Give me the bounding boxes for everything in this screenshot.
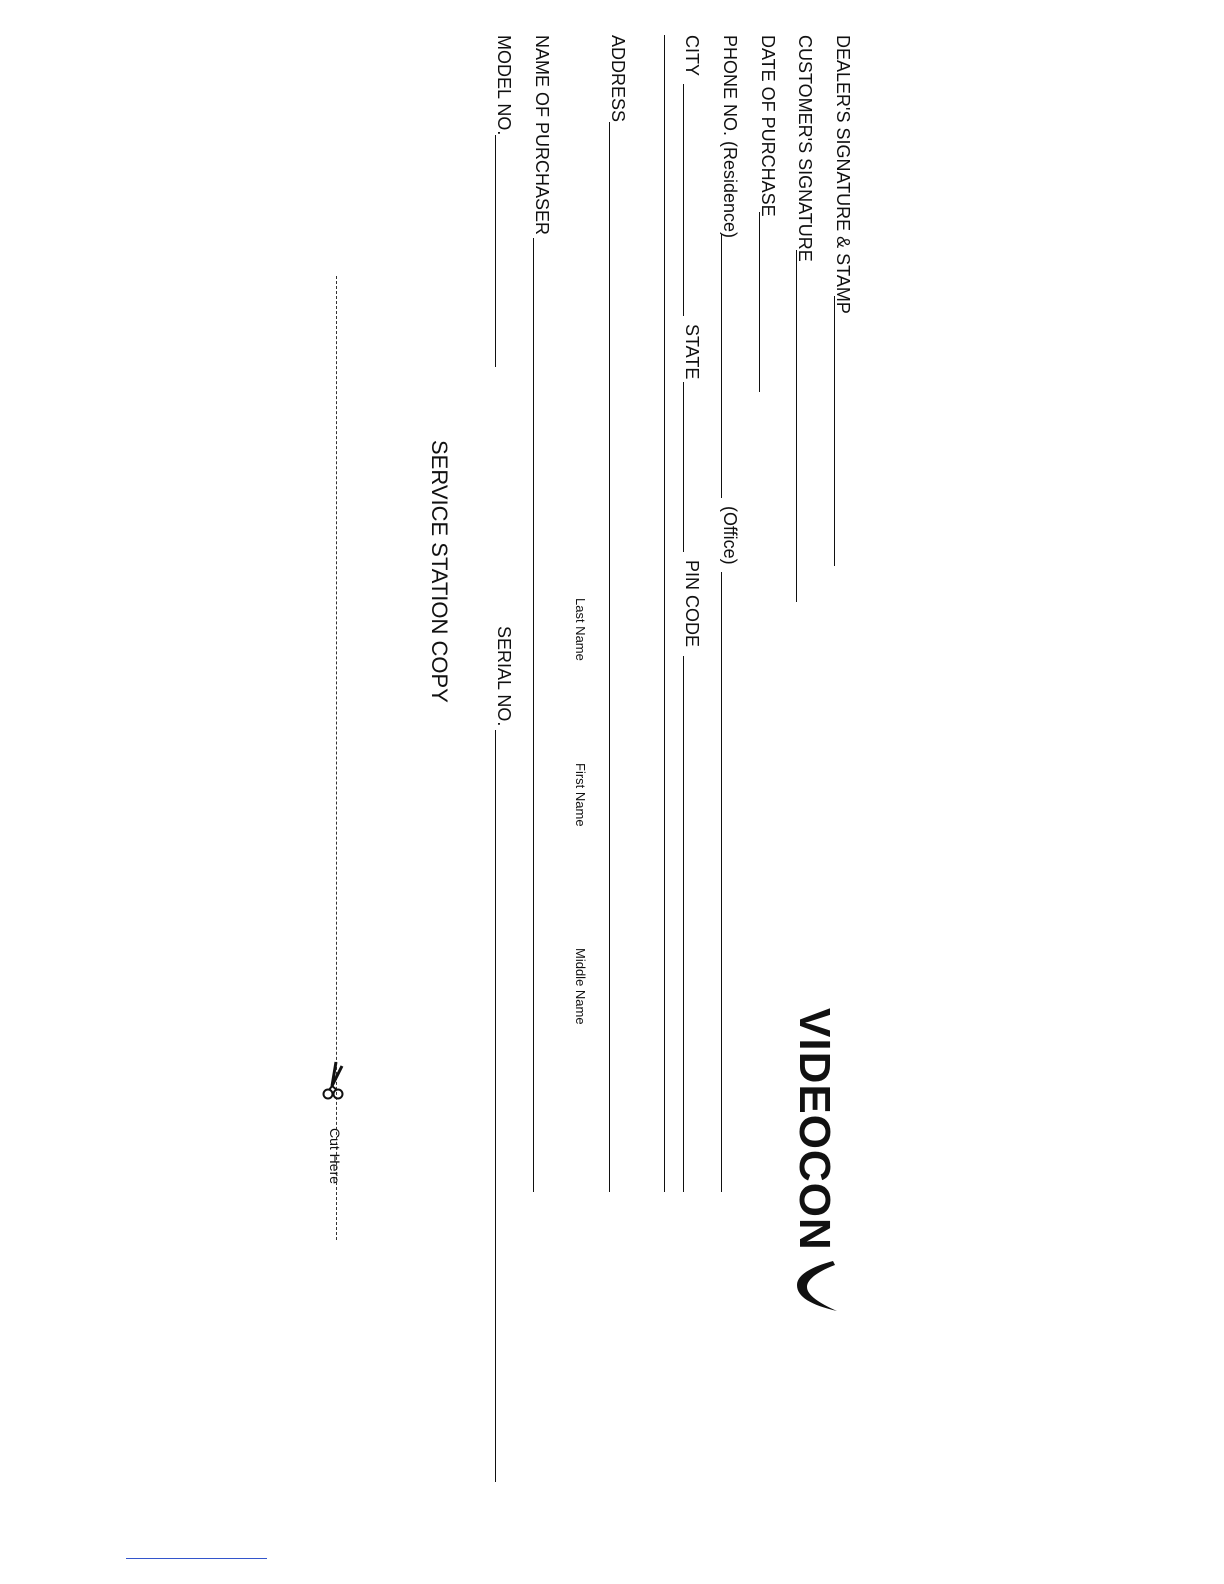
pin-code-field[interactable]: [683, 656, 684, 1192]
address-label: ADDRESS: [608, 35, 628, 123]
phone-office-field[interactable]: [721, 572, 722, 1192]
model-no-field[interactable]: [495, 135, 496, 367]
city-label: CITY: [682, 35, 702, 77]
address-field-line-2[interactable]: [664, 35, 665, 1192]
serial-no-field[interactable]: [495, 730, 496, 1482]
pin-code-label: PIN CODE: [682, 560, 702, 648]
last-name-label: Last Name: [573, 598, 588, 661]
videocon-swoosh-icon: [787, 1259, 842, 1313]
phone-office-label: (Office): [720, 506, 740, 565]
scissors-icon: [320, 1060, 350, 1104]
brand-name: VIDEOCON: [790, 1008, 839, 1251]
middle-name-label: Middle Name: [573, 948, 588, 1025]
name-of-purchaser-field[interactable]: [533, 238, 534, 1192]
cut-here-label: Cut Here: [327, 1128, 343, 1185]
first-name-label: First Name: [573, 763, 588, 827]
customers-signature-field[interactable]: [796, 250, 797, 602]
phone-residence-field[interactable]: [721, 234, 722, 498]
videocon-logo: [788, 1008, 840, 1313]
name-of-purchaser-label: NAME OF PURCHASER: [532, 35, 552, 236]
model-no-label: MODEL NO.: [494, 35, 514, 136]
city-field[interactable]: [683, 84, 684, 316]
state-field[interactable]: [683, 382, 684, 552]
dealers-signature-field[interactable]: [834, 296, 835, 566]
footer-link-underline: [126, 1558, 267, 1559]
dealers-signature-label: DEALER'S SIGNATURE & STAMP: [833, 35, 853, 314]
date-of-purchase-field[interactable]: [759, 212, 760, 392]
date-of-purchase-label: DATE OF PURCHASE: [758, 35, 778, 217]
phone-residence-label: PHONE NO. (Residence): [720, 35, 740, 239]
address-field-line-1[interactable]: [609, 122, 610, 1192]
state-label: STATE: [682, 324, 702, 380]
customers-signature-label: CUSTOMER'S SIGNATURE: [795, 35, 815, 262]
serial-no-label: SERIAL NO.: [494, 626, 514, 727]
service-station-copy-form: [410, 0, 870, 1251]
form-title: SERVICE STATION COPY: [427, 440, 452, 703]
